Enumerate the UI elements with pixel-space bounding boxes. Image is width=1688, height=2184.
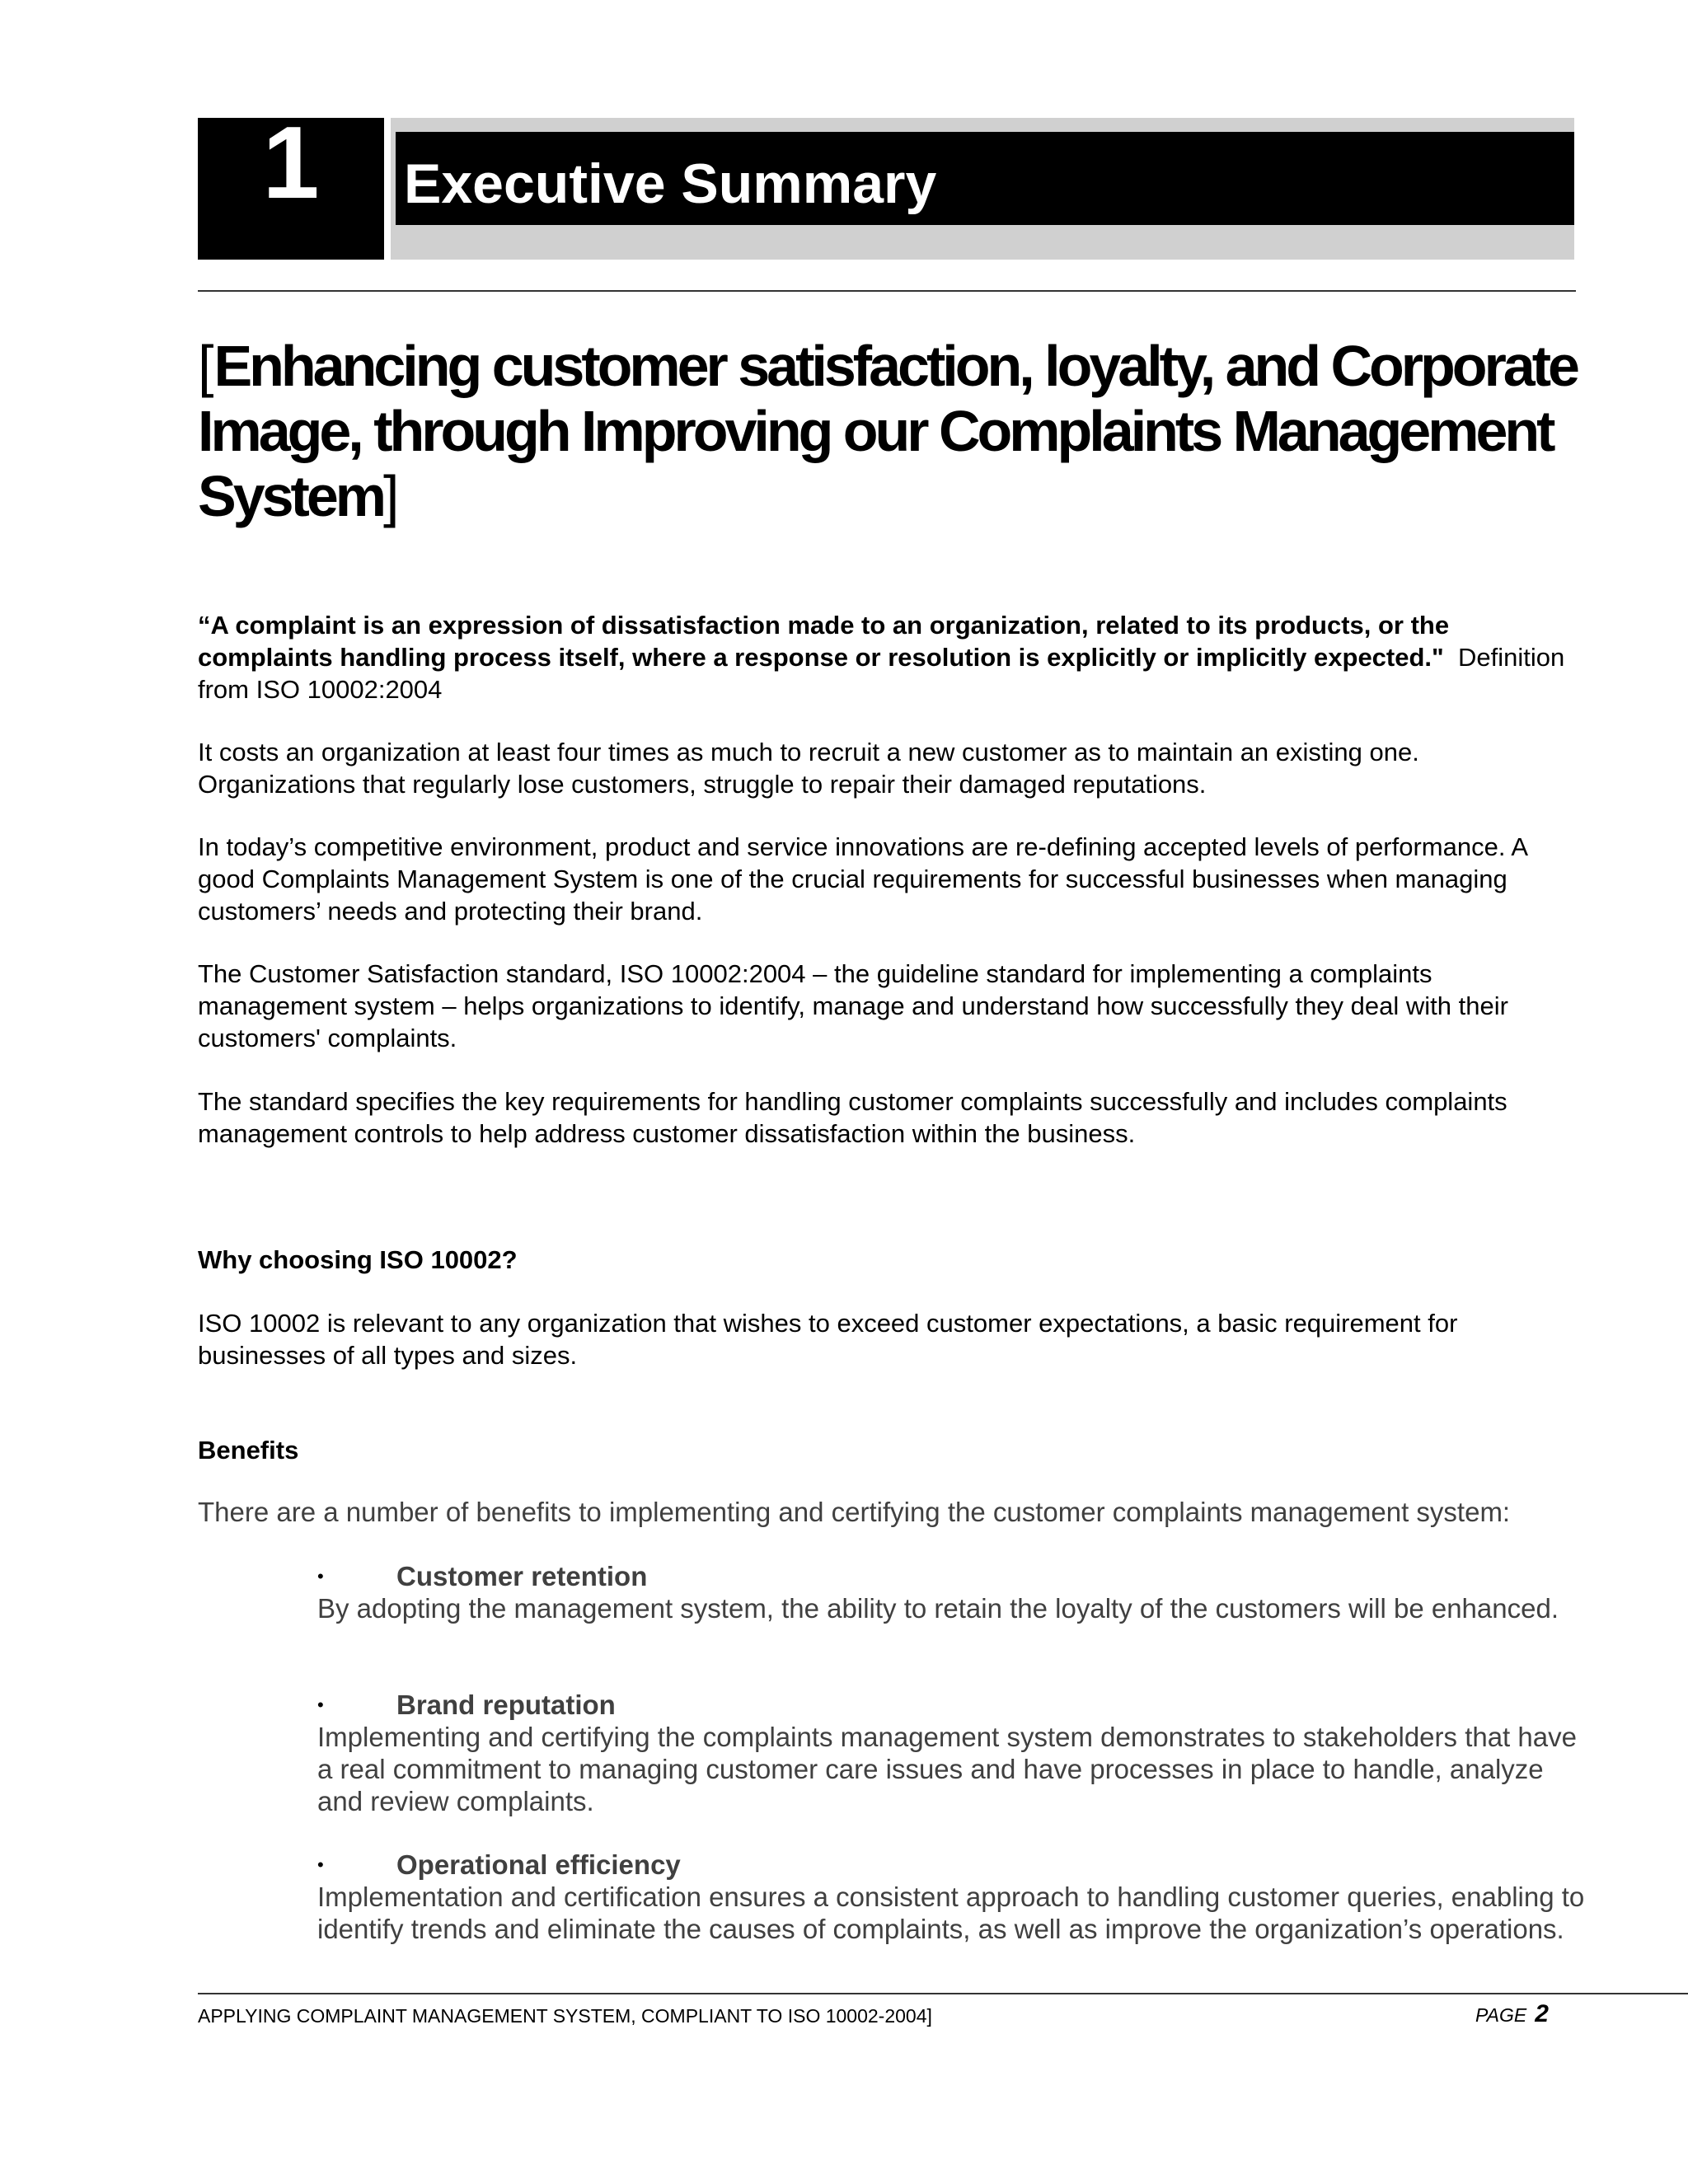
quote-text: “A complaint is an expression of dissatisfaction made to an organization, related to its products, or the complaints handling process itself, where a response or resolution is explicitly or implicitly expected." [198, 611, 1450, 672]
paragraph: The standard specifies the key requirements for handling customer complaints successfully and includes complaints management controls to help address customer dissatisfaction within the business. [198, 1087, 1507, 1148]
definition-quote [198, 609, 1582, 705]
benefit-text: Implementing and certifying the complaints management system demonstrates to stakeholders that have a real commitment to managing customer care issues and have processes in place to handle, analyze and review complaints. [317, 1722, 1577, 1816]
benefit-text: By adopting the management system, the ability to retain the loyalty of the customers will be enhanced. [317, 1593, 1559, 1624]
chapter-number: 1 [262, 106, 320, 220]
section-heading-why: Why choosing ISO 10002? [198, 1245, 518, 1274]
bullet-icon: • [317, 1694, 324, 1715]
why-paragraph: ISO 10002 is relevant to any organization that wishes to exceed customer expectations, a basic requirement for businesses of all types and sizes. [198, 1309, 1458, 1370]
page-number [1475, 1999, 1549, 2030]
benefit-title: Operational efficiency [396, 1849, 681, 1880]
title-open-bracket: [ [198, 334, 214, 398]
paragraph: It costs an organization at least four times as much to recruit a new customer as to maintain an existing one. Organizations that regularly lose customers, struggle to repair their damaged reputations. [198, 738, 1419, 799]
paragraph: The Customer Satisfaction standard, ISO 10002:2004 – the guideline standard for implementing a complaints management system – helps organizations to identify, manage and understand how successfully they deal with their customers' complaints. [198, 959, 1508, 1052]
title-close-bracket: ] [383, 464, 400, 528]
title-text: Enhancing customer satisfaction, loyalty, and Corporate Image, through Improving our Complaints Management System [198, 334, 1577, 528]
page-number-value: 2 [1535, 2000, 1549, 2027]
benefit-title: Customer retention [396, 1561, 648, 1591]
list-item [317, 1849, 1587, 1945]
quote-source: Definition from ISO 10002:2004 [198, 643, 1565, 704]
footer-divider [198, 1993, 1688, 1994]
list-item [317, 1689, 1587, 1817]
chapter-title: Executive Summary [404, 152, 937, 215]
section-heading-benefits: Benefits [198, 1436, 299, 1465]
header-divider [198, 290, 1576, 292]
benefit-title: Brand reputation [396, 1690, 616, 1720]
bullet-icon: • [317, 1854, 324, 1875]
page-label: PAGE [1475, 2004, 1527, 2026]
page-title [198, 334, 1582, 529]
benefits-intro: There are a number of benefits to implementing and certifying the customer complaints management system: [198, 1497, 1511, 1527]
list-item [317, 1560, 1587, 1624]
bullet-icon: • [317, 1566, 324, 1586]
benefit-text: Implementation and certification ensures a consistent approach to handling customer queries, enabling to identify trends and eliminate the causes of complaints, as well as improve the organization’s operations. [317, 1882, 1585, 1944]
paragraph: In today’s competitive environment, product and service innovations are re-defining accepted levels of performance. A good Complaints Management System is one of the crucial requirements for successful businesses when managing customers’ needs and protecting their brand. [198, 832, 1527, 926]
footer-document-title: APPLYING COMPLAINT MANAGEMENT SYSTEM, COMPLIANT TO ISO 10002-2004] [198, 2005, 932, 2027]
